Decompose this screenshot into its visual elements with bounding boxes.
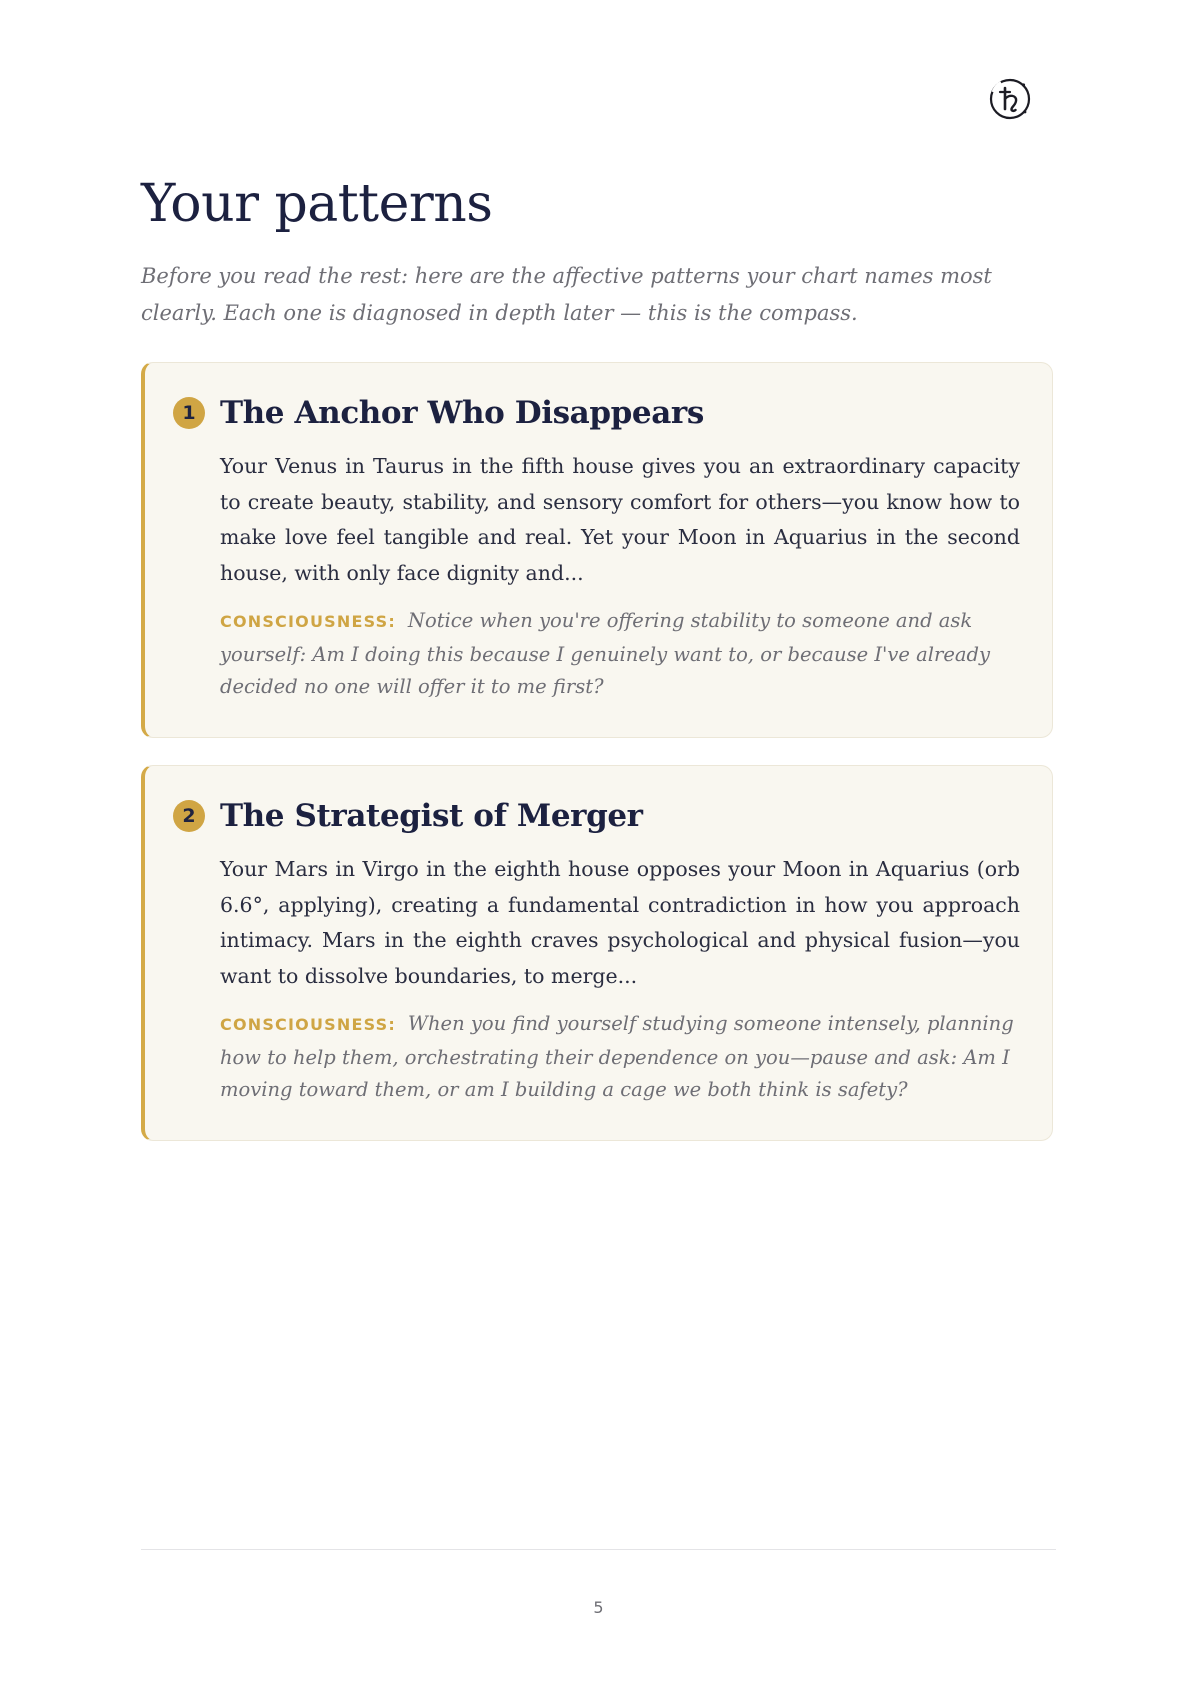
- pattern-description: Your Mars in Virgo in the eighth house opposes your Moon in Aquarius (orb 6.6°, applying), creating a fundamental contradiction in how you approach intimacy. Mars in the eighth craves psychological and physical fusion—you want to dissolve boundaries, to merge...: [220, 857, 1020, 988]
- consciousness-label: CONSCIOUSNESS:: [220, 1015, 396, 1034]
- consciousness-note: [220, 1008, 1020, 1107]
- pattern-card: [141, 362, 1053, 738]
- consciousness-note: [220, 605, 1020, 704]
- pattern-title: The Strategist of Merger: [220, 798, 643, 834]
- pattern-description: Your Venus in Taurus in the fifth house gives you an extraordinary capacity to create beauty, stability, and sensory comfort for others—you know how to make love feel tangible and real. Yet your Moon in Aquarius in the second house, with only face dignity and...: [220, 454, 1020, 585]
- consciousness-text: Notice when you're offering stability to someone and ask yourself: Am I doing this because I genuinely want to, or because I've already decided no one will offer it to me first?: [220, 609, 991, 698]
- pattern-number-badge: 2: [173, 800, 205, 832]
- pattern-card: [141, 765, 1053, 1141]
- page-number: 5: [593, 1598, 604, 1617]
- pattern-title: The Anchor Who Disappears: [220, 395, 704, 431]
- footer-divider: [141, 1549, 1056, 1550]
- intro-text: Before you read the rest: here are the affective patterns your chart names most clearly. Each one is diagnosed in depth later — this is the compass.: [141, 264, 992, 325]
- consciousness-text: When you find yourself studying someone intensely, planning how to help them, orchestrating their dependence on you—pause and ask: Am I moving toward them, or am I building a cage we both think is safety?: [220, 1012, 1014, 1101]
- pattern-number-badge: 1: [173, 397, 205, 429]
- page-title: Your patterns: [141, 174, 493, 234]
- brand-logo-icon: [988, 77, 1032, 121]
- consciousness-label: CONSCIOUSNESS:: [220, 612, 396, 631]
